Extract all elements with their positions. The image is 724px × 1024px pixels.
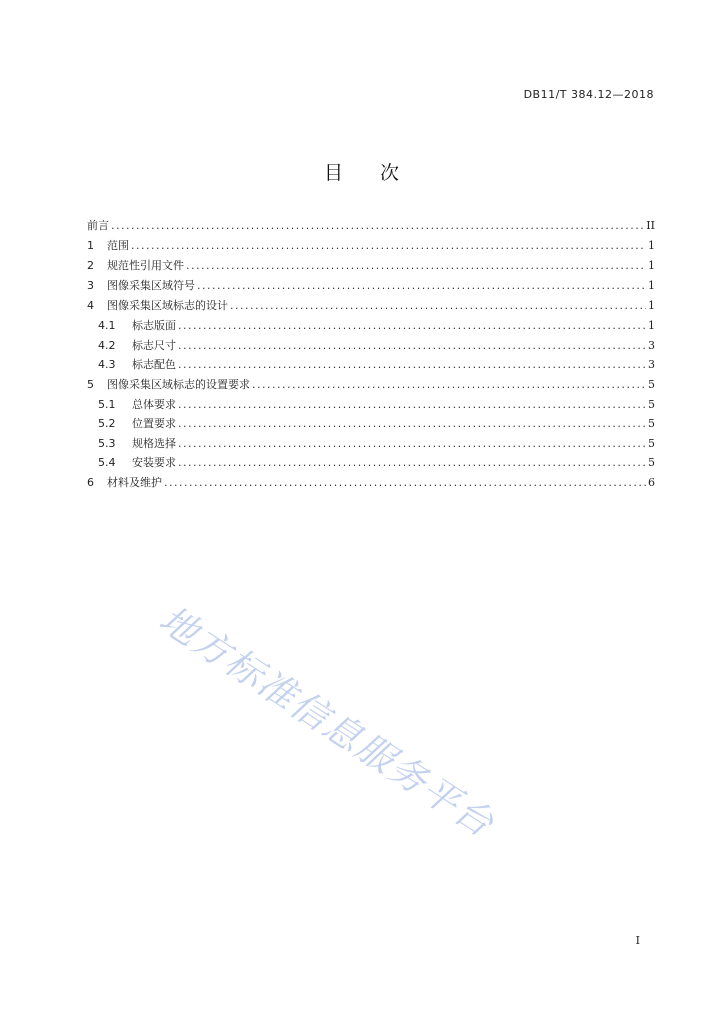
toc-entry-page: 5 xyxy=(648,456,655,469)
toc-leader-dots xyxy=(178,336,646,356)
toc-entry[interactable] xyxy=(87,395,655,415)
toc-entry-page: II xyxy=(646,219,655,232)
toc-leader-dots xyxy=(111,216,644,236)
toc-entry[interactable] xyxy=(87,256,655,276)
toc-entry[interactable] xyxy=(87,276,655,296)
toc-entry-title: 标志版面 xyxy=(132,319,176,332)
toc-entry-title: 图像采集区域标志的设计 xyxy=(107,299,228,312)
toc-entry[interactable] xyxy=(87,414,655,434)
toc-entry[interactable] xyxy=(87,236,655,256)
toc-leader-dots xyxy=(178,453,646,473)
page-number: I xyxy=(635,934,640,947)
toc-entry[interactable] xyxy=(87,473,655,493)
toc-entry-title: 规范性引用文件 xyxy=(107,259,184,272)
toc-entry-number: 2 xyxy=(87,259,94,272)
toc-entry-page: 1 xyxy=(648,239,655,252)
toc-entry-title: 总体要求 xyxy=(132,397,176,411)
toc-leader-dots xyxy=(230,296,646,316)
toc-entry-page: 3 xyxy=(648,358,655,371)
toc-leader-dots xyxy=(186,256,646,276)
toc-entry-title: 标志配色 xyxy=(132,358,176,371)
toc-entry-title: 安装要求 xyxy=(132,456,176,469)
toc-title-char-2: 次 xyxy=(380,162,401,184)
toc-entry-page: 1 xyxy=(648,319,655,332)
toc-entry[interactable] xyxy=(87,216,655,236)
toc-leader-dots xyxy=(178,414,646,434)
toc-entry-page: 1 xyxy=(648,279,655,292)
toc-leader-dots xyxy=(178,395,646,415)
toc-entry-number: 4.2 xyxy=(98,338,116,352)
toc-entry-title: 标志尺寸 xyxy=(132,338,176,352)
toc-entry-title: 图像采集区域标志的设置要求 xyxy=(107,377,250,391)
toc-title-char-1: 目 xyxy=(323,162,344,184)
toc-entry-number: 5.2 xyxy=(98,417,116,430)
toc-leader-dots xyxy=(178,434,646,454)
toc-entry-number: 4 xyxy=(87,299,94,312)
toc-title xyxy=(0,158,724,185)
toc-entry-number: 3 xyxy=(87,279,94,292)
toc-entry-number: 5.1 xyxy=(98,397,116,411)
toc-entry[interactable] xyxy=(87,355,655,375)
toc-entry[interactable] xyxy=(87,316,655,336)
toc-entry-number: 5.4 xyxy=(98,456,116,469)
toc-entry-title: 前言 xyxy=(87,219,109,232)
toc-entry[interactable] xyxy=(87,336,655,356)
toc-entry-number: 5 xyxy=(87,377,94,391)
document-code: DB11/T 384.12—2018 xyxy=(523,88,654,101)
toc-entry-page: 1 xyxy=(648,259,655,272)
toc-entry-title: 范围 xyxy=(107,239,129,252)
toc-entry-page: 1 xyxy=(648,299,655,312)
toc-leader-dots xyxy=(252,375,646,395)
toc-entry-number: 5.3 xyxy=(98,436,116,450)
watermark: 地方标准信息服务平台 xyxy=(151,597,503,847)
toc-entry-number: 4.1 xyxy=(98,319,116,332)
toc-leader-dots xyxy=(197,276,646,296)
toc-entry-title: 位置要求 xyxy=(132,417,176,430)
toc-entry-page: 5 xyxy=(648,436,655,450)
toc-entry[interactable] xyxy=(87,375,655,395)
toc-leader-dots xyxy=(164,473,646,493)
toc-entry-title: 规格选择 xyxy=(132,436,176,450)
toc-entry-page: 5 xyxy=(648,417,655,430)
toc-entry-number: 1 xyxy=(87,239,94,252)
toc-entry-page: 3 xyxy=(648,338,655,352)
toc-entry-number: 6 xyxy=(87,475,94,489)
toc-entry-title: 图像采集区域符号 xyxy=(107,279,195,292)
toc-entry[interactable] xyxy=(87,434,655,454)
toc-entry-number: 4.3 xyxy=(98,358,116,371)
toc-entry[interactable] xyxy=(87,453,655,473)
toc-leader-dots xyxy=(131,236,646,256)
toc-leader-dots xyxy=(178,316,646,336)
toc-entry-page: 5 xyxy=(648,397,655,411)
toc-entry-page: 6 xyxy=(648,475,655,489)
toc-leader-dots xyxy=(178,355,646,375)
toc-entry-page: 5 xyxy=(648,377,655,391)
toc-entry[interactable] xyxy=(87,296,655,316)
table-of-contents xyxy=(87,216,655,493)
toc-entry-title: 材料及维护 xyxy=(107,475,162,489)
